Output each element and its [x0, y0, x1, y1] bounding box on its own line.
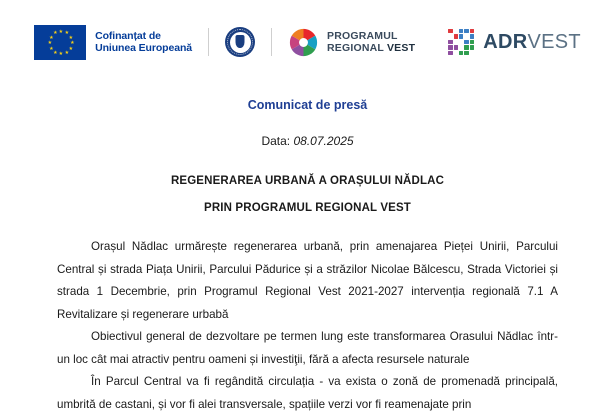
romania-government-seal-icon [225, 27, 255, 57]
eu-cofinancing-line2: Uniunea Europeană [95, 42, 193, 54]
romania-government-logo [225, 27, 255, 57]
date-label: Data: [261, 134, 291, 148]
prv-line2-regional: REGIONAL [327, 42, 387, 54]
prv-line1: PROGRAMUL [327, 29, 398, 42]
prv-line2 [327, 42, 415, 55]
seal-crest [230, 32, 251, 53]
page-title [57, 175, 558, 214]
eu-cofinancing-logo [34, 25, 192, 60]
adrvest-squares-icon [448, 29, 474, 55]
programul-regional-vest-text [327, 30, 415, 55]
eu-cofinancing-text [95, 30, 192, 55]
header-logo-strip [0, 0, 615, 62]
logo-separator-2 [271, 28, 272, 56]
programul-regional-vest-pinwheel-icon [288, 27, 319, 58]
eu-cofinancing-line1: Cofinanțat de [95, 29, 161, 42]
press-release-label: Comunicat de presă [247, 98, 368, 112]
programul-regional-vest-logo [288, 27, 415, 58]
page-title-line2: PRIN PROGRAMUL REGIONAL VEST [204, 202, 411, 214]
adrvest-wordmark [483, 32, 581, 52]
body-paragraph-2: Obiectivul general de dezvoltare pe termen lung este transformarea Orasului Nădlac într-un loc cât mai atractiv pentru oameni și investiţii, fără a afecta resursele naturale [57, 330, 558, 366]
page-title-line1: REGENERAREA URBANĂ A ORAȘULUI NĂDLAC [170, 175, 445, 187]
body-paragraph-3: În Parcul Central va fi regândită circulația - va exista o zonă de promenadă principală, umbrită de castani, și vor fi alei transversale, spațiile verzi vor fi reamenajate prin [57, 375, 558, 411]
date-value: 08.07.2025 [293, 134, 354, 148]
body-paragraph-1: Orașul Nădlac urmărește regenerarea urbană, prin amenajarea Pieței Unirii, Parcului Central și strada Piața Unirii, Parcului Pădurice și a străzilor Nicolae Bălcescu, Strada Victoriei și strada 1 Decembrie, prin Programul Regional Vest 2021-2027 intervenția regională 7.1 A Revitalizare și regenerare urbabă [57, 240, 558, 321]
eu-flag-icon [34, 25, 86, 60]
adrvest-adr: ADR [483, 31, 528, 53]
adrvest-logo [448, 29, 581, 55]
logo-separator-1 [208, 28, 209, 56]
prv-line2-vest: VEST [386, 42, 416, 54]
date-line [57, 134, 558, 148]
document-body [0, 98, 615, 416]
adrvest-vest: VEST [527, 31, 581, 53]
